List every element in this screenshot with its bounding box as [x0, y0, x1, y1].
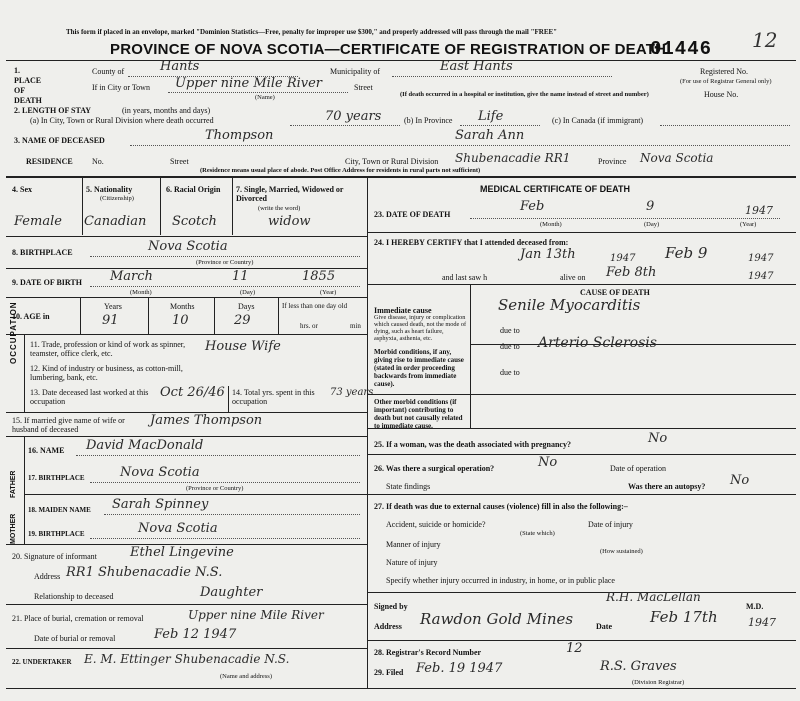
name-of-deceased-label: 3. NAME OF DECEASED: [14, 136, 105, 145]
age-months: 10: [172, 313, 189, 328]
burial-date-label: Date of burial or removal: [34, 634, 116, 643]
q20-label: 20. Signature of informant: [12, 552, 97, 561]
mother-side-label: MOTHER: [10, 513, 17, 544]
burial-date: Feb 12 1947: [154, 627, 237, 642]
morbid-cause: Arterio Sclerosis: [538, 335, 657, 351]
death-year: 1947: [745, 204, 773, 217]
other-morbid-label: Other morbid conditions (if important) contributing to death but not causally related to immediate cause.: [374, 398, 463, 430]
alive-on-label: alive on: [560, 273, 586, 282]
sep-row-10: [6, 334, 367, 335]
last-saw-year: 1947: [748, 271, 774, 282]
doctor-signature: R.H. MacLellan: [606, 590, 701, 604]
city-value: Upper nine Mile River: [175, 76, 323, 91]
occupation-side-line: [24, 334, 25, 412]
doctor-date-year: 1947: [748, 616, 776, 629]
nationality-label: 5. Nationality: [86, 185, 133, 194]
doctor-date-label: Date: [596, 622, 612, 631]
relationship-label: Relationship to deceased: [34, 592, 114, 601]
q14-label: 14. Total yrs. spent in this occupation: [232, 388, 315, 406]
date-injury-label: Date of injury: [588, 520, 633, 529]
divider-personal: [6, 176, 796, 178]
death-year-sub: (Year): [740, 221, 757, 228]
sep-row-20: [6, 604, 367, 605]
q27-label: 27. If death was due to external causes (violence) fill in also the following:–: [374, 502, 628, 511]
dob-line: [90, 286, 360, 287]
length-of-stay-label: 2. LENGTH OF STAY: [14, 106, 92, 115]
immediate-label: Immediate cause: [374, 306, 432, 315]
informant-name: Ethel Lingevine: [130, 545, 234, 560]
residence-city-label: City, Town or Rural Division: [345, 157, 439, 166]
municipality-label: Municipality of: [330, 67, 380, 76]
q17-line: [90, 482, 360, 483]
undertaker-sub: (Name and address): [220, 673, 272, 680]
deceased-given: Sarah Ann: [455, 128, 525, 143]
stay-a-value: 70 years: [325, 109, 382, 124]
residence-label: RESIDENCE: [26, 157, 73, 166]
municipality-line: [392, 76, 612, 77]
q15-value: James Thompson: [150, 413, 263, 428]
dob-label: 9. DATE OF BIRTH: [12, 278, 82, 287]
registrar-signature: R.S. Graves: [600, 659, 677, 674]
attend-from: Jan 13th: [520, 247, 576, 262]
relationship-value: Daughter: [200, 585, 263, 600]
age-sep-4: [278, 298, 279, 334]
filed-date: Feb. 19 1947: [416, 661, 503, 676]
age-label: 10. AGE in: [12, 312, 50, 321]
due-to-2: due to: [500, 342, 520, 351]
q25-value: No: [648, 431, 668, 446]
birthplace-sub: (Province or Country): [196, 259, 254, 266]
q21-label: 21. Place of burial, cremation or removal: [12, 614, 144, 623]
county-label: County of: [92, 67, 125, 76]
q23-line: [470, 218, 780, 219]
sep-4-5: [82, 177, 83, 235]
undertaker-value: E. M. Ettinger Shubenacadie N.S.: [84, 652, 290, 666]
registrar-use-note: (For use of Registrar General only): [680, 78, 772, 85]
certificate-title: PROVINCE OF NOVA SCOTIA—CERTIFICATE OF REGISTRATION OF DEATH: [110, 41, 667, 58]
q19-line: [90, 538, 360, 539]
q22-label: 22. UNDERTAKER: [12, 658, 72, 666]
nationality-value: Canadian: [84, 214, 147, 229]
q15-label: 15. If married give name of wife or husband of deceased: [12, 416, 125, 434]
marital-value: widow: [268, 214, 311, 229]
house-no-label: House No.: [704, 90, 739, 99]
signed-label: Signed by: [374, 602, 408, 611]
q16-line: [76, 455, 360, 456]
age-years-label: Years: [104, 302, 122, 311]
age-days-label: Days: [238, 302, 255, 311]
registered-no-label: Registered No.: [700, 67, 748, 76]
last-saw-label: and last saw h: [442, 273, 488, 282]
sep-row-26: [367, 494, 796, 495]
immediate-cause: Senile Myocarditis: [498, 296, 641, 314]
father-birthplace-sub: (Province or Country): [186, 485, 244, 492]
dob-day-sub: (Day): [240, 289, 256, 296]
last-saw-value: Feb 8th: [606, 265, 657, 280]
specify-label: Specify whether injury occurred in industry, in home, or in public place: [386, 576, 615, 585]
how-sustained: (How sustained): [600, 548, 643, 555]
sep-row-24: [367, 284, 796, 285]
stay-b-line: [460, 125, 540, 126]
birthplace-label: 8. BIRTHPLACE: [12, 248, 73, 257]
state-which: (State which): [520, 530, 555, 537]
informant-address-label: Address: [34, 572, 61, 581]
father-birthplace: Nova Scotia: [120, 465, 200, 480]
death-month: Feb: [520, 199, 545, 214]
residence-note: (Residence means usual place of abode. Post Office Address for residents in rural parts not sufficient): [200, 167, 481, 174]
sep-row-23: [367, 232, 796, 233]
autopsy-label: Was there an autopsy?: [628, 482, 706, 491]
age-months-label: Months: [170, 302, 195, 311]
q14-value: 73 years: [330, 387, 374, 398]
deceased-surname: Thompson: [205, 128, 274, 143]
q26-label: 26. Was there a surgical operation?: [374, 464, 495, 473]
racial-value: Scotch: [172, 214, 217, 229]
manner-label: Manner of injury: [386, 540, 441, 549]
doctor-address: Rawdon Gold Mines: [420, 610, 574, 628]
q11-label: 11. Trade, profession or kind of work as spinner, teamster, office clerk, etc.: [30, 340, 186, 358]
county-value: Hants: [160, 59, 200, 74]
sep-row-25: [367, 454, 796, 455]
autopsy-value: No: [730, 473, 750, 488]
age-sep-3: [214, 298, 215, 334]
death-day-sub: (Day): [644, 221, 660, 228]
q12-label: 12. Kind of industry or business, as cotton-mill, lumbering, bank, etc.: [30, 364, 183, 382]
residence-province: Nova Scotia: [640, 151, 714, 165]
q25-label: 25. If a woman, was the death associated with pregnancy?: [374, 440, 571, 449]
cause-heading: CAUSE OF DEATH: [580, 288, 650, 297]
city-line: [168, 92, 348, 93]
residence-street: Street: [170, 157, 189, 166]
hrs-label: hrs. or: [300, 322, 318, 330]
dob-year: 1855: [302, 269, 336, 284]
marital-label: 7. Single, Married, Widowed or Divorced: [236, 185, 344, 203]
place-of-death-label: 1. PLACE OF DEATH: [14, 66, 42, 105]
q23-label: 23. DATE OF DEATH: [374, 210, 451, 219]
informant-address: RR1 Shubenacadie N.S.: [66, 565, 223, 580]
burial-place: Upper nine Mile River: [188, 608, 324, 622]
racial-label: 6. Racial Origin: [166, 185, 221, 194]
death-month-sub: (Month): [540, 221, 562, 228]
mail-notice: This form if placed in an envelope, marked "Dominion Statistics—Free, penalty for improper use $300," and properly addressed will pass through the mail "FREE": [66, 28, 558, 36]
length-of-stay-note: (in years, months and days): [122, 106, 211, 115]
q13-q14-sep: [228, 386, 229, 412]
sep-father-mother: [24, 494, 367, 495]
medical-heading: MEDICAL CERTIFICATE OF DEATH: [480, 184, 630, 194]
min-label: min: [350, 322, 361, 330]
q17-label: 17. BIRTHPLACE: [28, 474, 85, 482]
less-day-label: If less than one day old: [282, 302, 348, 310]
dob-month: March: [110, 269, 153, 284]
q11-value: House Wife: [205, 339, 281, 354]
sep-row-27: [367, 592, 796, 593]
municipality-value: East Hants: [440, 59, 513, 74]
date-of-operation-label: Date of operation: [610, 464, 666, 473]
q13-label: 13. Date deceased last worked at this occupation: [30, 388, 149, 406]
age-sep-2: [148, 298, 149, 334]
q29-label: 29. Filed: [374, 668, 404, 677]
due-to-1: due to: [500, 326, 520, 335]
q13-value: Oct 26/46: [160, 385, 225, 400]
birthplace-line: [90, 256, 360, 257]
occupation-side-label: OCCUPATION: [9, 301, 18, 364]
sep-row-9: [6, 297, 367, 298]
q18-line: [104, 514, 360, 515]
attend-to-year: 1947: [748, 253, 774, 264]
stay-b-label: (b) In Province: [404, 116, 453, 125]
doctor-address-label: Address: [374, 622, 402, 631]
age-sep-1: [80, 298, 81, 334]
death-day: 9: [646, 199, 655, 214]
q18-label: 18. MAIDEN NAME: [28, 506, 91, 514]
attend-to: Feb 9: [665, 244, 708, 262]
q28-label: 28. Registrar's Record Number: [374, 648, 482, 657]
dob-day: 11: [232, 269, 249, 284]
attend-from-year: 1947: [610, 253, 636, 264]
center-divider: [367, 177, 368, 689]
nationality-sub: (Citizenship): [100, 195, 134, 202]
sex-label: 4. Sex: [12, 185, 32, 194]
certificate-number: 01446: [650, 38, 713, 60]
q24-label: 24. I HEREBY CERTIFY that I attended deceased from:: [374, 238, 569, 247]
q19-label: 19. BIRTHPLACE: [28, 530, 85, 538]
marital-sub: (write the word): [258, 205, 301, 212]
cause-vert: [470, 284, 471, 428]
q26-value: No: [538, 455, 558, 470]
father-name: David MacDonald: [86, 438, 204, 453]
age-years: 91: [102, 313, 119, 328]
stay-c-line: [660, 125, 790, 126]
division-registrar: (Division Registrar): [632, 679, 685, 686]
sex-value: Female: [14, 214, 62, 229]
name-note: (Name): [255, 94, 275, 101]
sep-6-7: [232, 177, 233, 235]
city-label: If in City or Town: [92, 83, 150, 92]
hospital-note: (If death occurred in a hospital or institution, give the name instead of street and number): [400, 91, 649, 98]
stay-a-label: (a) In City, Town or Rural Division where death occurred: [30, 116, 214, 125]
sep-row-7: [6, 236, 367, 237]
certificate-suffix: 12: [752, 28, 778, 52]
mother-birthplace: Nova Scotia: [138, 521, 218, 536]
father-side-label: FATHER: [10, 470, 17, 498]
immediate-desc: Give disease, injury or complication which caused death, not the mode of dying, such as heart failure, asphyxia, asthenia, etc.: [374, 314, 467, 342]
residence-city: Shubenacadie RR1: [455, 151, 571, 165]
q16-label: 16. NAME: [28, 446, 65, 455]
dob-month-sub: (Month): [130, 289, 152, 296]
age-days: 29: [234, 313, 251, 328]
dob-year-sub: (Year): [320, 289, 337, 296]
mother-name: Sarah Spinney: [112, 497, 209, 512]
stay-a-line: [290, 125, 400, 126]
record-number: 12: [566, 641, 583, 656]
stay-c-label: (c) In Canada (if immigrant): [552, 116, 644, 125]
street-label: Street: [354, 83, 373, 92]
residence-province-label: Province: [598, 157, 627, 166]
residence-no: No.: [92, 157, 104, 166]
parents-side-line: [24, 436, 25, 544]
md-label: M.D.: [746, 602, 764, 611]
sep-row-cause: [367, 428, 796, 429]
nature-label: Nature of injury: [386, 558, 438, 567]
sep-row-15: [6, 436, 367, 437]
stay-b-value: Life: [478, 109, 504, 124]
sep-5-6: [160, 177, 161, 235]
due-to-3: due to: [500, 368, 520, 377]
birthplace-value: Nova Scotia: [148, 239, 228, 254]
state-findings-label: State findings: [386, 482, 431, 491]
cause-sep-2: [367, 394, 796, 395]
frame-top: [6, 60, 796, 61]
sep-row-21: [6, 648, 367, 649]
accident-label: Accident, suicide or homicide?: [386, 520, 486, 529]
name-line: [130, 145, 790, 146]
frame-bottom: [6, 688, 796, 689]
doctor-date: Feb 17th: [650, 608, 718, 626]
morbid-label: Morbid conditions, if any, giving rise to immediate cause (stated in order proceeding backwards from immediate cause).: [374, 348, 464, 388]
